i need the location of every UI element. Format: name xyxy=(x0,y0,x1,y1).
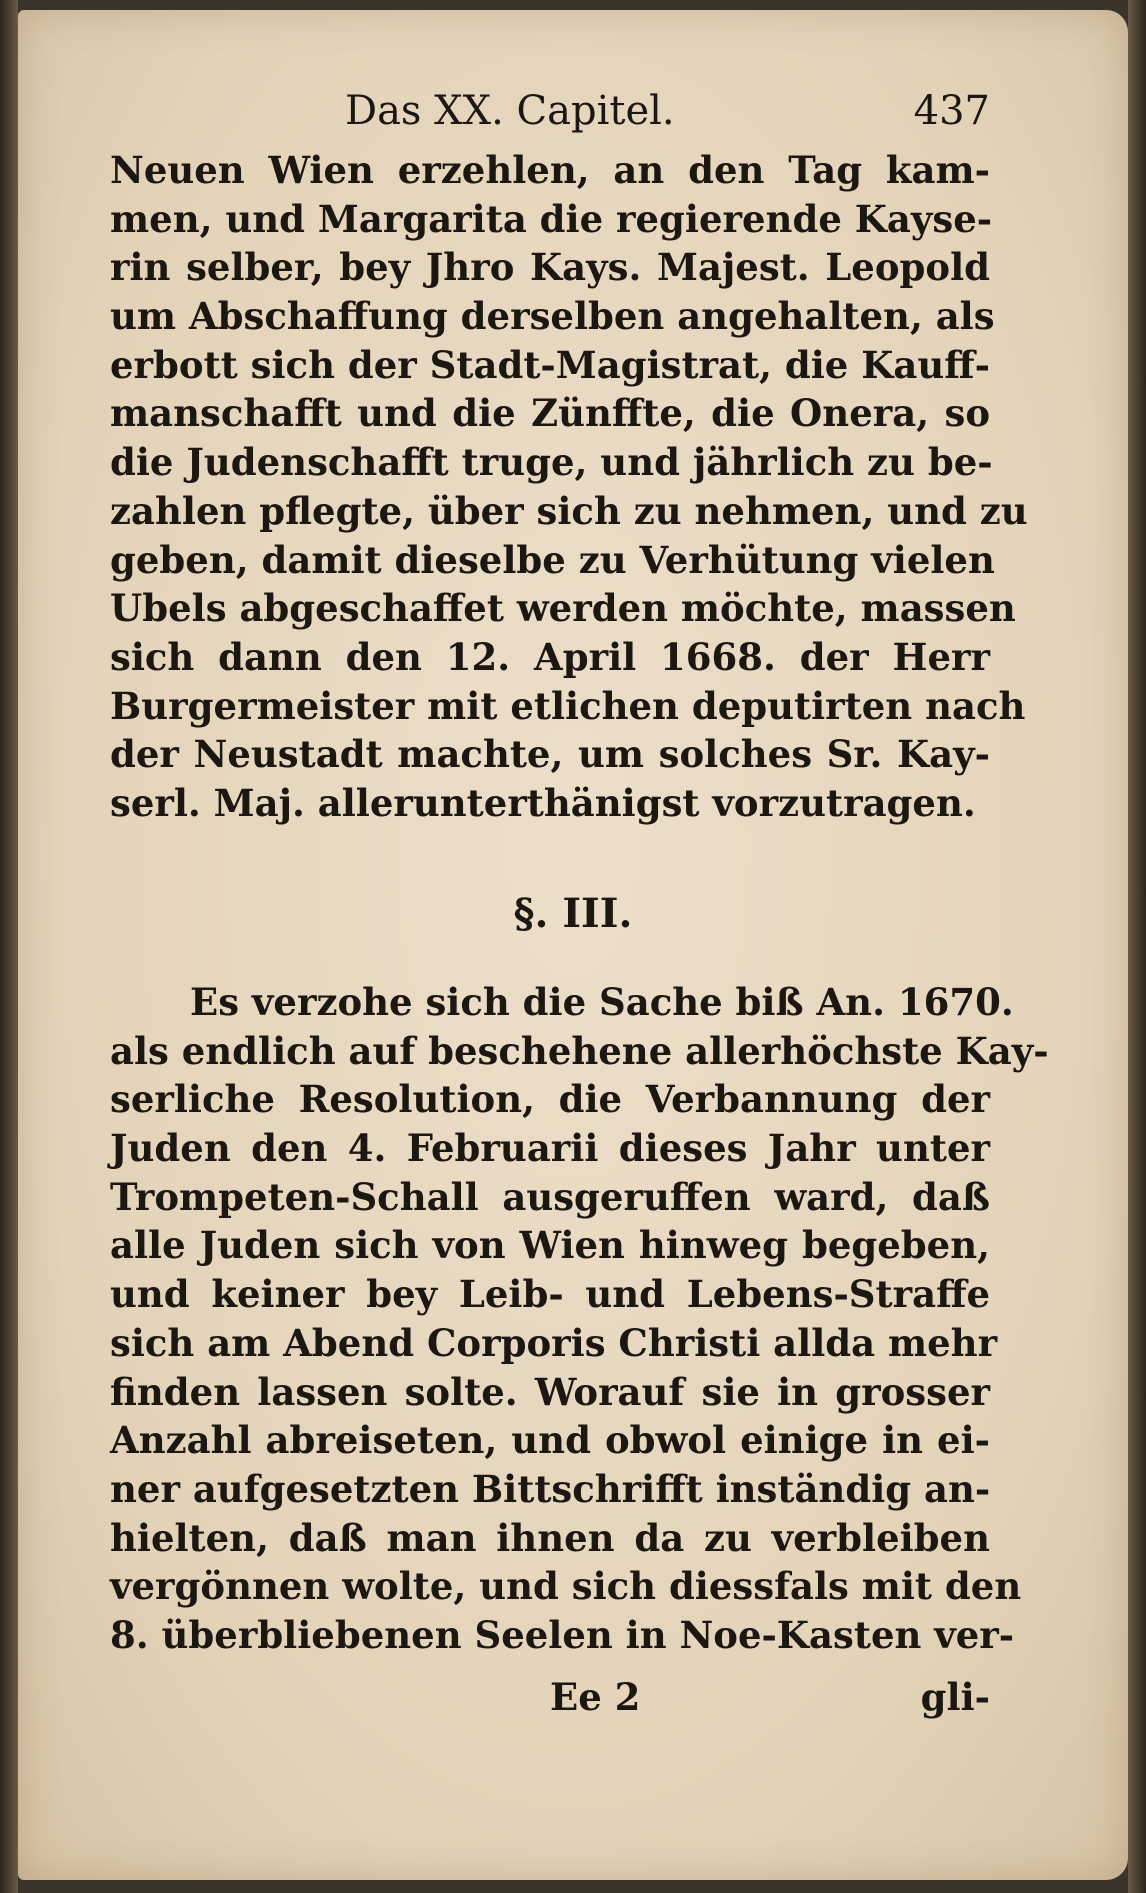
text-line: und keiner bey Leib- und Lebens-Straffe xyxy=(110,1272,990,1317)
text-line: serliche Resolution, die Verbannung der xyxy=(110,1077,990,1122)
text-line: der Neustadt machte, um solches Sr. Kay- xyxy=(110,732,990,777)
text-line: Juden den 4. Februarii dieses Jahr unter xyxy=(110,1126,990,1171)
text-line: Neuen Wien erzehlen, an den Tag kam- xyxy=(110,148,990,192)
text-line: Ubels abgeschaffet werden möchte, massen xyxy=(110,586,1016,631)
text-line: Anzahl abreiseten, und obwol einige in ei- xyxy=(110,1418,990,1463)
text-line: ner aufgesetzten Bittschrifft inständig an- xyxy=(110,1466,991,1511)
text-line: sich dann den 12. April 1668. der Herr xyxy=(110,634,990,679)
book-right-edge xyxy=(1128,0,1146,1893)
text-line: finden lassen solte. Worauf sie in grosser xyxy=(110,1369,990,1414)
page-number: 437 xyxy=(913,88,990,134)
text-line: 8. überbliebenen Seelen in Noe-Kasten ver- xyxy=(110,1612,1015,1657)
text-line: serl. Maj. allerunterthänigst vorzutragen. xyxy=(110,780,976,825)
text-line: alle Juden sich von Wien hinweg begeben, xyxy=(110,1223,990,1268)
book-spine-shadow xyxy=(0,0,18,1893)
catchword: gli- xyxy=(920,1675,990,1719)
paragraph-2 xyxy=(110,978,1049,1660)
text-line: vergönnen wolte, und sich diessfals mit den xyxy=(110,1564,1022,1609)
text-line: erbott sich der Stadt-Magistrat, die Kauff- xyxy=(110,342,990,387)
text-line: men, und Margarita die regierende Kayse- xyxy=(110,196,993,241)
text-line: die Judenschafft truge, und jährlich zu be- xyxy=(110,440,993,485)
text-line: manschafft und die Zünffte, die Onera, so xyxy=(110,391,990,436)
text-line: Es verzohe sich die Sache biß An. 1670. xyxy=(190,980,1014,1024)
text-line: um Abschaffung derselben angehalten, als xyxy=(110,294,995,339)
text-line: geben, damit dieselbe zu Verhütung vielen xyxy=(110,537,995,582)
text-line: als endlich auf beschehene allerhöchste Kay- xyxy=(110,1028,1049,1073)
page-footer xyxy=(110,1675,990,1725)
text-line: zahlen pflegte, über sich zu nehmen, und zu xyxy=(110,488,1028,533)
running-head: Das XX. Capitel. xyxy=(345,88,675,134)
text-line: rin selber, bey Jhro Kays. Majest. Leopold xyxy=(110,245,990,290)
text-line: hielten, daß man ihnen da zu verbleiben xyxy=(110,1515,990,1560)
text-line: Trompeten-Schall ausgeruffen ward, daß xyxy=(110,1174,990,1219)
text-line: sich am Abend Corporis Christi allda mehr xyxy=(110,1320,998,1365)
section-heading: §. III. xyxy=(513,890,633,937)
text-line: Burgermeister mit etlichen deputirten nach xyxy=(110,683,1026,728)
signature-mark: Ee 2 xyxy=(550,1675,641,1719)
paragraph-1 xyxy=(110,146,1028,828)
page-header xyxy=(110,88,990,148)
